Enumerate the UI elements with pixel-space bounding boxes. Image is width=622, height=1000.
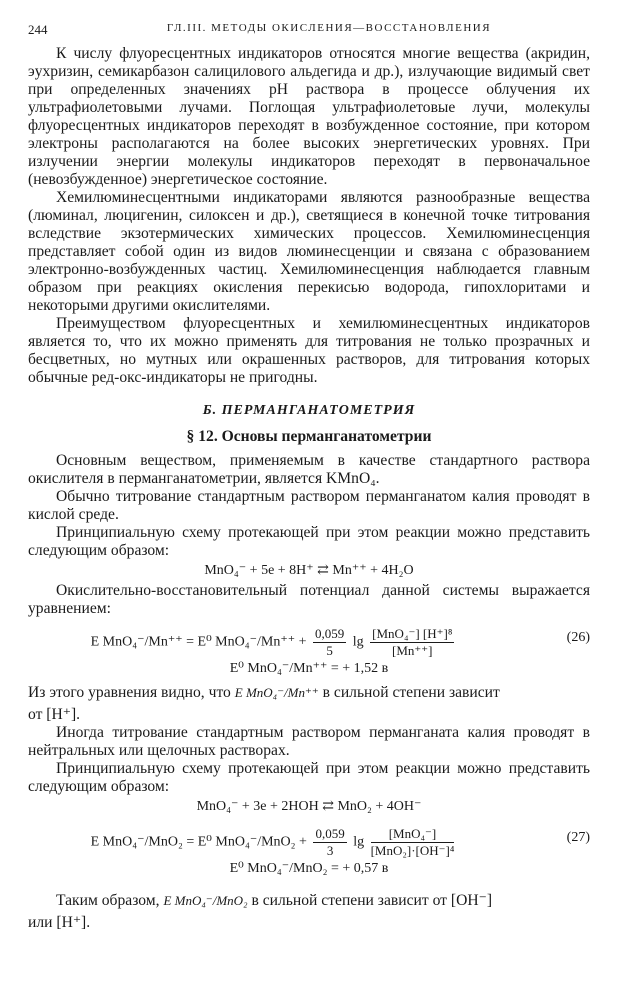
eq26-fraction: $\frac{\text{[MnO₄⁻] [H⁺]⁸}}{[Mn^{++}]}$ (372, 626, 453, 658)
paragraph-dependence-1-end: от [H⁺]. (28, 706, 81, 723)
paragraph-scheme-2: Принципиальную схему протекающей при этом реакции можно представить следующим образом: (28, 760, 590, 795)
eq27-fraction: $\frac{\text{[MnO₄⁻]}}{\text{[MnO₂]·[OH⁻]⁴}}$ (370, 826, 455, 858)
paragraph-potential: Окислительно-восстановительный потенциал данной системы выражается уравнением: (28, 582, 590, 617)
eq27-coefficient: $\frac{0,059}{3}$ (315, 826, 345, 858)
paragraph-dependence-2: Таким образом, E MnO₄⁻/MnO₂ в сильной степени зависит от [OH⁻] (56, 892, 493, 909)
eq26-lhs: E MnO₄⁻/Mn⁺⁺ = E⁰ MnO₄⁻/Mn⁺⁺ + (90, 634, 307, 650)
section-title: Б. ПЕРМАНГАНАТОМЕТРИЯ (202, 403, 416, 418)
eq26-log: lg (352, 634, 364, 650)
reaction-acidic: MnO₄⁻ + 5e + 8H⁺ ⇄ Mn⁺⁺ + 4H₂O (204, 563, 414, 578)
paragraph-dependence-1: Из этого уравнения видно, что E MnO₄⁻/Mn⁺⁺ в сильной степени зависит (28, 684, 500, 701)
paragraph-neutral: Иногда титрование стандартным раствором перманганата калия проводят в нейтральных или щелочных растворах. (28, 724, 590, 759)
eq26-coefficient: $\frac{0,059}{5}$ (315, 626, 345, 658)
reaction-neutral: MnO₄⁻ + 3e + 2HOH ⇄ MnO₂ + 4OH⁻ (196, 799, 422, 814)
paragraph-scheme-1: Принципиальную схему протекающей при этом реакции можно представить следующим образом: (28, 524, 590, 559)
paragraph-heading: § 12. Основы перманганатометрии (186, 428, 432, 445)
page-header (28, 22, 590, 42)
paragraph-kmno4: Основным веществом, применяемым в качестве стандартного раствора окислителя в перманганатометрии, является KMnO₄. (28, 452, 590, 487)
running-head: ГЛ.III. МЕТОДЫ ОКИСЛЕНИЯ—ВОССТАНОВЛЕНИЯ (166, 22, 492, 34)
eq27-log: lg (353, 834, 365, 850)
eq26-standard-potential: E⁰ MnO₄⁻/Mn⁺⁺ = + 1,52 в (229, 661, 389, 676)
paragraph-dependence-2-end: или [H⁺]. (28, 914, 91, 931)
page (28, 22, 590, 932)
potential-symbol-1: E MnO₄⁻/Mn⁺⁺ (234, 685, 319, 700)
page-number: 244 (28, 22, 48, 37)
eq27-standard-potential: E⁰ MnO₄⁻/MnO₂ = + 0,57 в (229, 861, 389, 876)
equation-26 (28, 618, 590, 658)
equation-number-27: (27) (566, 830, 590, 845)
equation-number-26: (26) (566, 630, 590, 645)
paragraph-chemiluminescent: Хемилюминесцентными индикаторами являются разнообразные вещества (люминал, люцигенин, силоксен и др.), светящиеся в конечной точке титрования вследствие экзотермических химических процессов. Хемилюминесценция представляет собой один из видов люминесценции и связана с образованием электронно-возбужденных частиц. Хемилюминесценция наблюдается главным образом при реакциях окисления перекисью водорода, гипохлоритами и некоторыми другими окислителями. (28, 189, 590, 314)
eq27-lhs: E MnO₄⁻/MnO₂ = E⁰ MnO₄⁻/MnO₂ + (90, 834, 307, 850)
potential-symbol-2: E MnO₄⁻/MnO₂ (163, 893, 248, 908)
paragraph-acidic: Обычно титрование стандартным раствором перманганатом калия проводят в кислой среде. (28, 488, 590, 523)
equation-27 (28, 818, 590, 858)
paragraph-fluorescent: К числу флуоресцентных индикаторов относятся многие вещества (акридин, эухризин, семикарбазон салицилового альдегида и др.), излучающие видимый свет при определенных значениях pH раствора в процессе облучения их ультрафиолетовыми лучами. Поглощая ультрафиолетовые лучи, молекулы флуоресцентных индикаторов переходят в возбужденное состояние, при котором электроны располагаются на более высоких энергетических уровнях. При излучении энергии молекулы индикаторов переходят в первоначальное (невозбужденное) энергетическое состояние. (28, 45, 590, 188)
paragraph-advantage: Преимуществом флуоресцентных и хемилюминесцентных индикаторов является то, что их можно применять для титрования не только прозрачных и бесцветных, но мутных или окрашенных растворов, для титрования которых обычные ред-окс-индикаторы не пригодны. (28, 315, 590, 386)
